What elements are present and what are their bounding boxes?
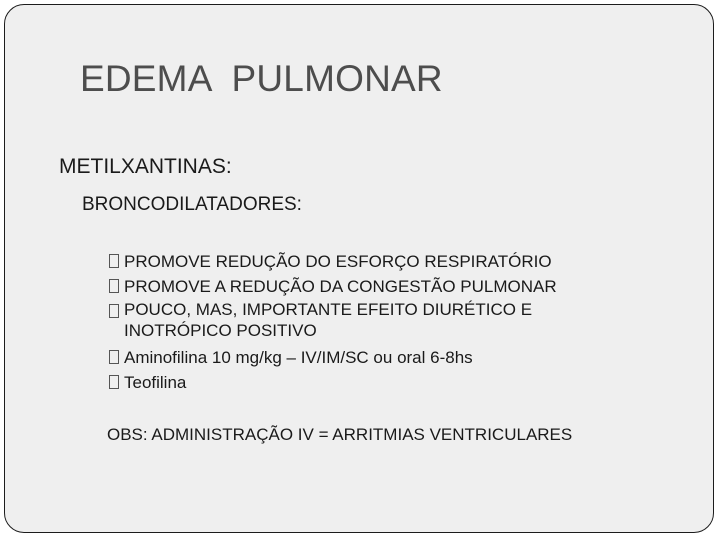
empty-box-icon xyxy=(109,279,119,293)
empty-box-icon xyxy=(109,254,119,268)
empty-box-icon xyxy=(109,350,119,364)
section-heading: METILXANTINAS: xyxy=(59,155,232,178)
bullet-text: PROMOVE REDUÇÃO DO ESFORÇO RESPIRATÓRIO xyxy=(124,252,552,271)
bullet-list xyxy=(105,249,644,395)
bullet-item xyxy=(105,370,644,395)
bullet-text: PROMOVE A REDUÇÃO DA CONGESTÃO PULMONAR xyxy=(124,277,557,296)
observation-note: OBS: ADMINISTRAÇÃO IV = ARRITMIAS VENTRICULARES xyxy=(107,425,573,444)
slide xyxy=(4,4,714,533)
bullet-text: Aminofilina 10 mg/kg – IV/IM/SC ou oral 6-8hs xyxy=(124,348,473,367)
bullet-text: POUCO, MAS, IMPORTANTE EFEITO DIURÉTICO E INOTRÓPICO POSITIVO xyxy=(124,300,533,340)
section-subheading: BRONCODILATADORES: xyxy=(82,194,302,215)
bullet-item xyxy=(105,274,644,299)
empty-box-icon xyxy=(109,304,119,318)
bullet-item xyxy=(105,299,644,345)
slide-title: EDEMA PULMONAR xyxy=(80,58,443,99)
bullet-item xyxy=(105,345,644,370)
bullet-item xyxy=(105,249,644,274)
bullet-text: Teofilina xyxy=(124,373,187,392)
empty-box-icon xyxy=(109,375,119,389)
